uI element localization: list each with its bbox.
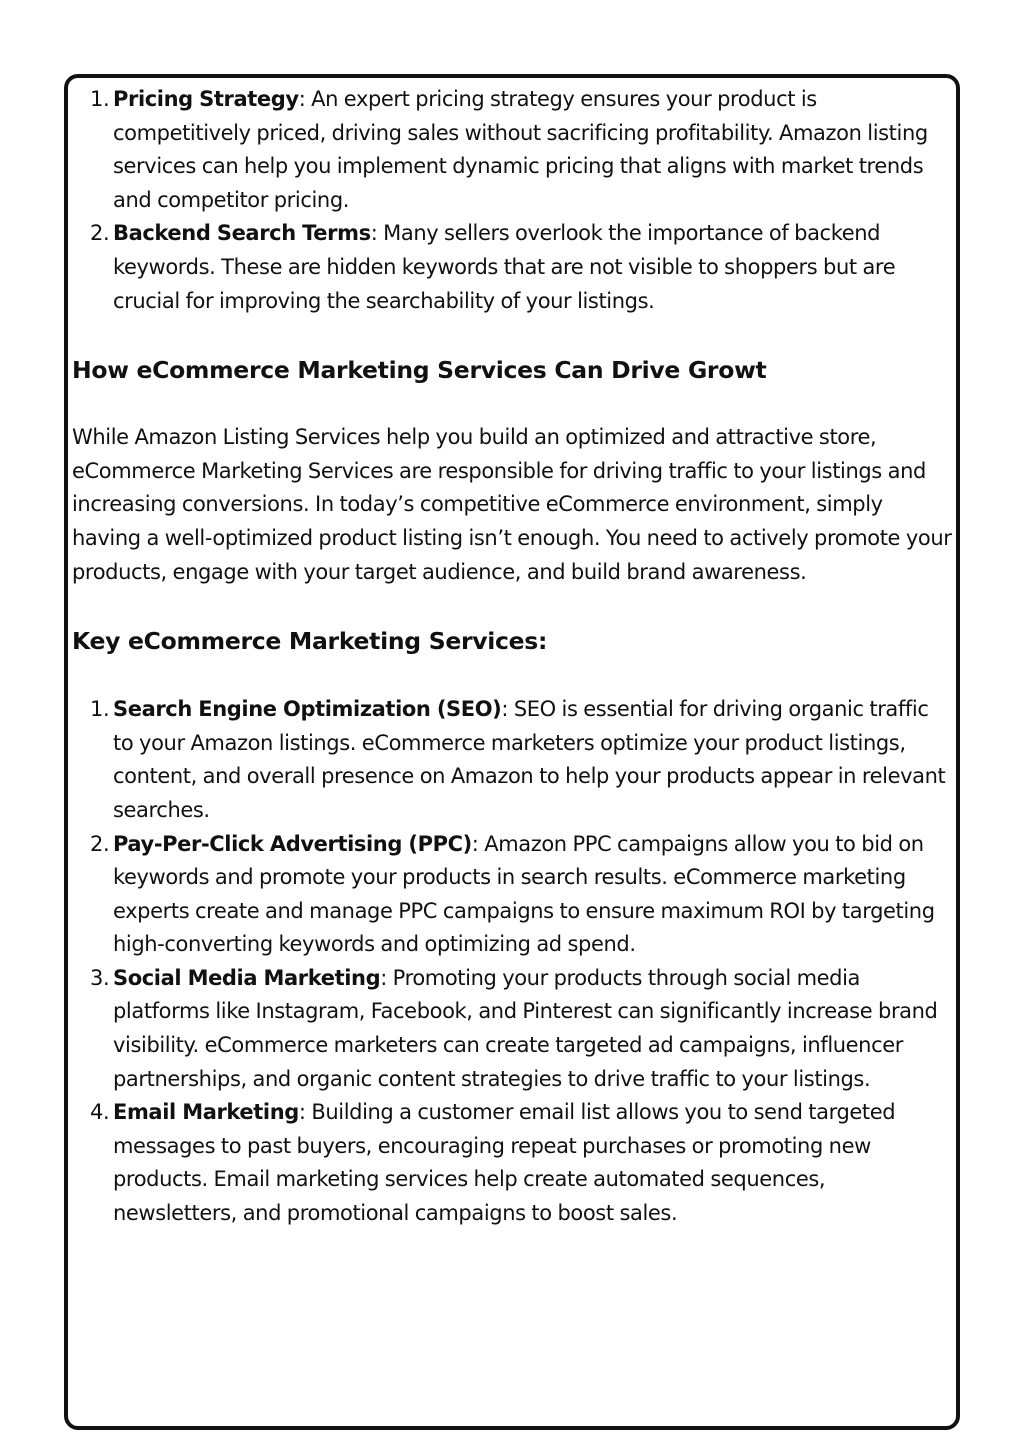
- list-item: [72, 962, 954, 1096]
- list-number: 2.: [90, 221, 110, 246]
- list-number: 1.: [90, 87, 110, 111]
- marketing-services-list: [72, 693, 954, 1231]
- list-item-term: Pricing Strategy: [113, 87, 299, 111]
- strategy-list: [72, 83, 954, 318]
- list-item-term: Search Engine Optimization (SEO): [113, 697, 502, 722]
- list-number: 1.: [90, 697, 110, 722]
- list-number: 3.: [90, 965, 110, 990]
- list-item-term: Backend Search Terms: [113, 221, 371, 246]
- list-item-text: : An expert pricing strategy ensures your product is competitively priced, driving sales without sacrificing profitability. Amazon listing services can help you implement dynamic pricing that aligns with market trends and competitor pricing.: [113, 87, 928, 212]
- list-number: 4.: [90, 1100, 110, 1125]
- list-item: [72, 693, 954, 827]
- list-item-text: : Many sellers overlook the importance of backend keywords. These are hidden keywords that are not visible to shoppers but are crucial for improving the searchability of your listings.: [113, 221, 896, 313]
- list-item: [72, 83, 954, 217]
- list-item-term: Email Marketing: [113, 1100, 299, 1125]
- list-item-text: : Promoting your products through social media platforms like Instagram, Facebook, and Pinterest can significantly increase brand visibility. eCommerce marketers can create targeted ad campaigns, influencer partnerships, and organic content strategies to drive traffic to your listings.: [113, 965, 938, 1091]
- list-item-text: : Building a customer email list allows you to send targeted messages to past buyers, encouraging repeat purchases or promoting new products. Email marketing services help create automated sequences, newsletters, and promotional campaigns to boost sales.: [113, 1100, 896, 1226]
- list-item-term: Pay-Per-Click Advertising (PPC): [113, 831, 472, 856]
- document-content: [72, 82, 954, 1231]
- list-number: 2.: [90, 831, 110, 856]
- list-item: [72, 828, 954, 962]
- list-item: [72, 1096, 954, 1230]
- list-item-term: Social Media Marketing: [113, 965, 381, 990]
- section-heading-growth: How eCommerce Marketing Services Can Drive Growt: [72, 356, 767, 385]
- section-heading-services: Key eCommerce Marketing Services:: [72, 627, 548, 656]
- list-item: [72, 217, 954, 318]
- list-item-text: : SEO is essential for driving organic traffic to your Amazon listings. eCommerce marketers optimize your product listings, content, and overall presence on Amazon to help your products appear in relevant searches.: [113, 697, 946, 822]
- list-item-text: : Amazon PPC campaigns allow you to bid on keywords and promote your products in search results. eCommerce marketing experts create and manage PPC campaigns to ensure maximum ROI by targeting high-converting keywords and optimizing ad spend.: [113, 831, 935, 957]
- intro-paragraph: While Amazon Listing Services help you build an optimized and attractive store, eCommerce Marketing Services are responsible for driving traffic to your listings and increasing conversions. In today’s competitive eCommerce environment, simply having a well-optimized product listing isn’t enough. You need to actively promote your products, engage with your target audience, and build brand awareness.: [72, 425, 952, 584]
